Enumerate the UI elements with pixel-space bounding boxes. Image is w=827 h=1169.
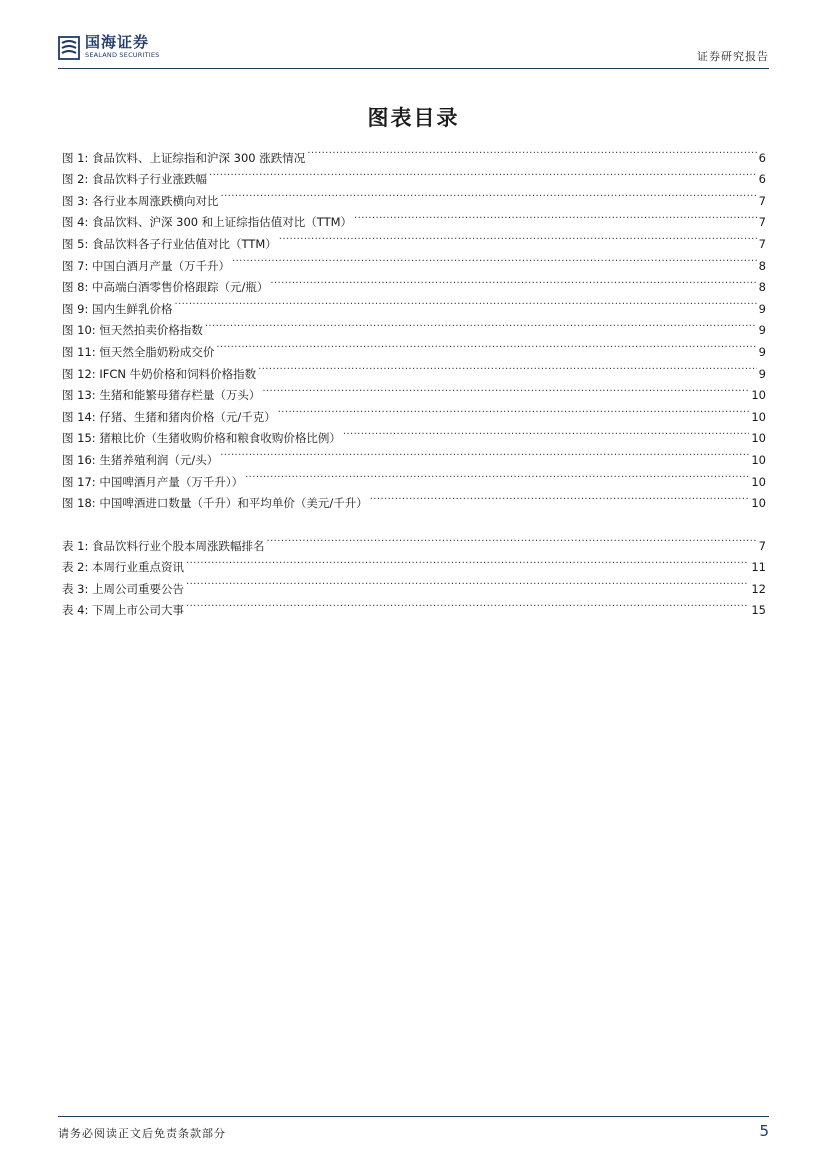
toc-entry-page: 12	[751, 581, 766, 596]
dot-leader	[262, 378, 749, 400]
toc-entry-page: 15	[751, 603, 766, 618]
logo-name-en: SEALAND SECURITIES	[85, 51, 160, 59]
dot-leader	[175, 291, 757, 313]
toc-entry-page: 8	[758, 258, 766, 273]
toc-entry-label: 图 10: 恒天然拍卖价格指数	[62, 323, 203, 338]
table-list	[62, 528, 766, 618]
page-header	[58, 34, 769, 69]
toc-entry-page: 11	[751, 560, 766, 575]
toc-entry-page: 7	[758, 236, 766, 251]
table-entry[interactable]	[62, 528, 766, 553]
toc-entry-page: 10	[751, 452, 766, 467]
toc-entry-label: 表 3: 上周公司重要公告	[62, 581, 185, 596]
logo-name-cn: 国海证券	[85, 33, 150, 51]
page-footer	[58, 1116, 769, 1147]
toc-entry-label: 表 2: 本周行业重点资讯	[62, 560, 185, 575]
page-title: 图表目录	[367, 105, 460, 130]
toc-entry-page: 10	[751, 388, 766, 403]
dot-leader	[186, 550, 749, 572]
toc-entry-label: 图 9: 国内生鲜乳价格	[62, 301, 173, 316]
page-number: 5	[759, 1122, 769, 1140]
toc-entry-label: 图 5: 食品饮料各子行业估值对比（TTM）	[62, 236, 277, 251]
dot-leader	[370, 486, 750, 508]
toc-entry-label: 图 7: 中国白酒月产量（万千升）	[62, 258, 231, 273]
logo	[58, 34, 160, 64]
toc-entry-page: 8	[758, 280, 766, 295]
dot-leader	[267, 528, 757, 550]
dot-leader	[216, 334, 756, 356]
dot-leader	[278, 399, 750, 421]
dot-leader	[245, 464, 749, 486]
toc-entry-page: 9	[758, 344, 766, 359]
toc-entry-label: 图 1: 食品饮料、上证综指和沪深 300 涨跌情况	[62, 150, 306, 165]
toc-entry-page: 10	[751, 409, 766, 424]
toc-entry-label: 图 2: 食品饮料子行业涨跌幅	[62, 172, 208, 187]
sealand-logo-icon	[58, 35, 80, 61]
dot-leader	[221, 183, 757, 205]
toc-entry-label: 图 3: 各行业本周涨跌横向对比	[62, 193, 219, 208]
dot-leader	[307, 140, 756, 162]
toc-entry-page: 10	[751, 474, 766, 489]
dot-leader	[209, 162, 757, 184]
toc-entry-label: 图 13: 生猪和能繁母猪存栏量（万头）	[62, 388, 261, 403]
dot-leader	[186, 571, 749, 593]
toc-entry-label: 图 15: 猪粮比价（生猪收购价格和粮食收购价格比例）	[62, 431, 341, 446]
dot-leader	[270, 270, 756, 292]
toc-entry-label: 表 4: 下周上市公司大事	[62, 603, 185, 618]
dot-leader	[205, 313, 757, 335]
toc-entry-page: 7	[758, 193, 766, 208]
toc-entry-page: 6	[758, 172, 766, 187]
dot-leader	[279, 226, 757, 248]
toc-entry-page: 9	[758, 323, 766, 338]
dot-leader	[186, 593, 749, 615]
toc-entry-page: 10	[751, 496, 766, 511]
toc-entry-label: 图 16: 生猪养殖利润（元/头）	[62, 452, 219, 467]
dot-leader	[354, 205, 757, 227]
figure-entry[interactable]	[62, 140, 766, 165]
figure-list	[62, 140, 766, 511]
toc-entry-label: 图 18: 中国啤酒进口数量（千升）和平均单价（美元/千升）	[62, 496, 368, 511]
dot-leader	[258, 356, 757, 378]
disclaimer-note: 请务必阅读正文后免责条款部分	[58, 1127, 226, 1140]
report-type: 证券研究报告	[697, 50, 769, 63]
toc-entry-page: 7	[758, 538, 766, 553]
toc-entry-page: 10	[751, 431, 766, 446]
toc-entry-label: 图 11: 恒天然全脂奶粉成交价	[62, 344, 215, 359]
toc-entry-page: 7	[758, 215, 766, 230]
toc-entry-label: 图 14: 仔猪、生猪和猪肉价格（元/千克）	[62, 409, 276, 424]
toc-entry-page: 9	[758, 301, 766, 316]
toc-entry-label: 图 12: IFCN 牛奶价格和饲料价格指数	[62, 366, 257, 381]
toc-entry-page: 6	[758, 150, 766, 165]
toc-entry-page: 9	[758, 366, 766, 381]
dot-leader	[343, 421, 750, 443]
toc-entry-label: 表 1: 食品饮料行业个股本周涨跌幅排名	[62, 538, 265, 553]
toc-entry-label: 图 17: 中国啤酒月产量（万千升））	[62, 474, 244, 489]
dot-leader	[220, 442, 749, 464]
toc-entry-label: 图 4: 食品饮料、沪深 300 和上证综指估值对比（TTM）	[62, 215, 353, 230]
dot-leader	[232, 248, 757, 270]
toc-entry-label: 图 8: 中高端白酒零售价格跟踪（元/瓶）	[62, 280, 269, 295]
